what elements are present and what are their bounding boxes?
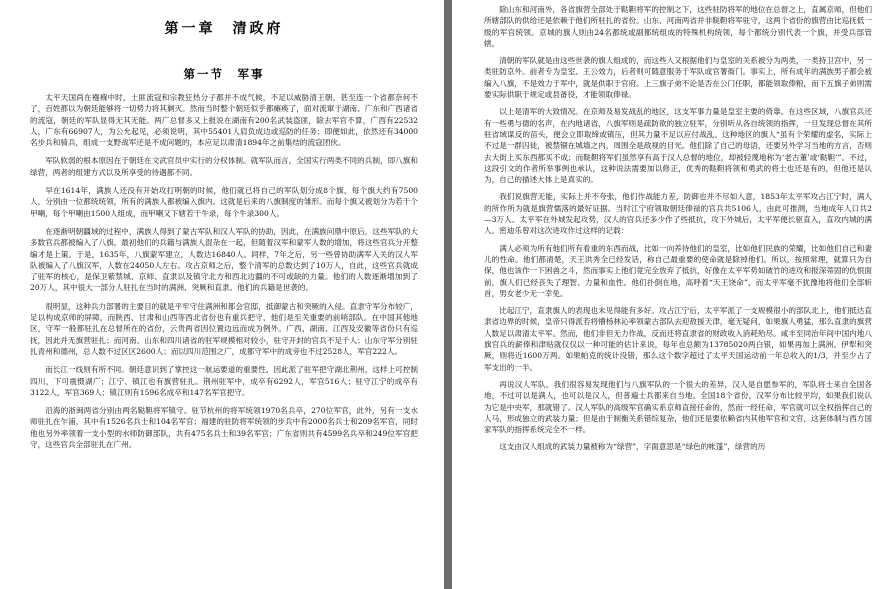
paragraph: 而长江一线则有所不同。朝廷意识到了掌控这一航运要道的重要性，因此派了驻军把守湖北荆州，这样上可控制四川，下可震慑湖广；江宁、镇江也有旗营驻扎。荆州驻军中，成卒有6292人，军官516人；驻守江宁的成卒有3122人，军官369人；镇江则有1596名成卒和147名军官把守。 bbox=[30, 365, 418, 397]
paragraph: 这支由汉人组成的武装力量被称为“绿营”，字面意思是“绿色的帐篷”，绿营的历 bbox=[499, 442, 766, 452]
paragraph: 沿海的浙闽两省分别由两名鞑靼将军镇守。驻节杭州的将军统领1970名兵卒，270位军官，此外，另有一支水师驻扎在乍浦，其中有1526名兵士和104名军官；福建的驻防将军统领的步兵中有2000名兵士和209名军官，同时他也另外率领着一支小型的水师防御部队，共有475名兵士和39名军官；广东省则共有4599名兵卒和249位军官把守，这些官兵全部驻扎在广州。 bbox=[30, 406, 418, 450]
right-page bbox=[452, 0, 896, 589]
paragraph: 再说汉人军队。我们很容易发现他们与八旗军队的一个很大的差异，汉人是自愿参军的，军队将士来自全国各地，不过可以是满人，也可以是汉人，但普遍士兵都来自当地。全国18个省份，汉军分布比较平均，如果我们说认为它是中央军，那就错了。汉人军队的高级军官确实系京师直接任命的，然而一经任命，军官就可以全权指挥自己的人马，形成独立的武装力量；但是由于制衡关系错综复杂，他们还是要依赖省内其他军官和文官，这套体制与西方国家军队的指挥系统完全不一样。 bbox=[484, 379, 872, 435]
paragraph: 比起江宁，直隶旗人的表现也未见得能有多好。攻占江宁后，太平军派了一支规模很小的部队北上，他们抵达直隶省边界的时候，皇帝只得派若将懵杨林沁率领蒙古部队去迎敌援天津，毫无疑问，如果旗人勇猛，那么直隶的旗营人数足以肃清太平军。然而，他们非但无力作战，反而还将直隶省的财政收入消耗殆尽。咸丰至同治年间中国内地八旗官兵的薪俸和津贴就仅仅以一种可能的估计来说，每年也总额为13785020两白银，如果再加上满洲、伊犁和突厥，则将近1600万两。如果帕克的统计没错，那么这个数字超过了太平天国运动前一年总收入的1/3，并至少占了军支出的一半。 bbox=[484, 306, 872, 372]
paragraph: 很明显，这种兵力部署的主要目的就是平牢守住满洲和都会官邸，抵御蒙古和突厥的入侵。直隶守军分布较广，足以构成京师的屏障，而陕西、甘肃和山西等西北省份也有重兵把守，他们是至关重要的前哨部队。在中国其他地区，守军一般都驻扎在总督所在的省份，云贵两省因位置边远而成为例外。广西、湖南、江西及安徽等省份只有巡抚，因此并无旗营驻扎；而河南、山东和四川诸省的驻军规模相对较小，驻守开封的官兵不足千人；山东守军分别驻扎青州和德州，总人数不过区区2600人；而以四川范围之广，成都守军中的成旁也不过2528人，军官222人。 bbox=[30, 301, 418, 356]
paragraph: 太平天国尚在襁褓中时，土匪流寇和宗教狂热分子都并不成气候，不足以威胁清王朝，甚至连一个省都奈何不了，百姓都以为朝廷能够将一切势力将其剿灭。然而当时整个朝廷似乎都瘫痪了，面对流窜于湖南、广东和广西诸省的流寇，朝廷的军队显得无其无能。两广总督多又上报说在湖南有200名武装盗匪，除去军官不算，广西有22532人，广东有66907人，为公允起见，必须说明，其中55401人肩负成边或巡防的任务；即便如此，依然还有34000名步兵和骑兵，组成一支野战军还是不成问题的，本应足以肃清1894年之前集结的流寇团伙。 bbox=[30, 93, 418, 148]
paragraph: 以上是清军的大致情况。在京师及易发战乱的地区，这支军事力量是皇室主要的倚靠。在这些区域，八旗官兵还有一些勇与德的名声，在内地诸省，八旗军则是疏防欲的独立驻军，分别听从各自统领的指挥，一旦发现总督在其所驻省域谋反的苗头，便会立即取缔或镇压，但其力量不足以应付战乱。这种地区的旗人“虽有个荣耀的虚名，实际上不过是一群囚徒，被禁锢在城墙之内，周围全是敌视的目光。他们除了自己的母语，还要另外学习当地的方言，否则去大街上买东西都买不成；而鞑靼将军们虽然享有高于汉人总督的地位，却被轻蔑地称为‘老古董’或‘鞑靼’”。不过，这段引文的作者所举事例也承认，这种说法需要加以修正，优秀的鞑靼将领和勇武的将士也还是有的，但他还是认为，自己的描述大体上是真实的。 bbox=[484, 107, 872, 185]
page-gutter bbox=[444, 0, 452, 589]
section-title: 第一节 军事 bbox=[183, 67, 265, 81]
quote-paragraph: 满人必须为所有他们所有看重的东西而战，比如一向养待他们的皇室，比如他们民族的荣耀，比如他们自己和妻儿的性命。他们都清楚，天王洪秀全已经发话，称自己最重要的使命就是除掉他们。所以，按照常理，就算只为自保，他也该作一下困兽之斗，然而事实上他们竟完全放弃了抵抗，好像在太平军势如破竹的进攻和报深蒂固的仇恨面前，旗人们已经丧失了理智、力量和血性。他们扑倒在地，高呼着“天王饶命”，而太平军毫不犹豫地将他们全部斩首，男女老少无一幸免。 bbox=[484, 243, 872, 298]
paragraph: 清朝的军队就是由这些世袭的旗人组成的，而这些人又根据他们与皇室的关系被分为两类，一类持卫宫中，另一类驻防京外。前者专为皇室、王公效力，后者则可随意服务于军队或官署衙门。事实上，所有成年的满族男子都会被编入八旗，不是效力于军中，就是供职于官府。上三旗子弟不论是否在公门任职，都能领取俸粮，而下五旗子弟则需要实际供职于规定或县备役，才能领取俸禄。 bbox=[484, 56, 872, 100]
left-page bbox=[0, 0, 444, 589]
paragraph: 军队软弱的根本原因在于朝廷在文武官员中实行的分权体制。就军队而言，全国实行两类不同的兵制，即八旗和绿营，两者的组建方式以及所享受的待遇都不同。 bbox=[30, 156, 418, 177]
chapter-title: 第一章 清政府 bbox=[164, 21, 284, 37]
paragraph: 我们说旗营无能，实际上并不夸张，他们作战能力差，防御也并不尽如人意，1853年太平军攻占江宁时，满人的所作所为就是旗营懦落的最好证据。当时江宁府领取朝廷俸禄的官兵共5106人，由此可推测，当地成年人口共2—3万人。太平军在外城发起攻势，汉人的官兵还多少作了些抵抗，攻下外城后，太平军便长驱直入，直攻内城的满人。密迪乐曾对这次进攻作过这样的记载： bbox=[484, 192, 872, 236]
paragraph: 早在1614年，满族人还没有开始攻打明朝的时候，他们就已将自己的军队划分成8个旗，每个旗大约有7500人，分别由一位都统统领，所有的满族人都被编入旗内。这就是后来的八旗制度的雏形。而每个旗又被划分为若干个甲喇，每个甲喇由1500人组成，而甲喇又下辖若干牛录，每个牛录300人。 bbox=[30, 186, 418, 218]
paragraph: 在逐渐明朝疆域的过程中，满族人得到了蒙古军队和汉人军队的协助，因此，在满族问鼎中原后，这些军队的大多数官兵都被编入了八旗。最初他们的兵籍与满族人混杂在一起，但随着汉军和蒙军人数的增加，将这些官兵分开整编才是上策。于是，1635年，八旗蒙军建立，人数达16840人。同样，7年之后，另一些曾协助满军入关的汉人军队被编入了八旗汉军，人数在24050人左右。攻占京师之后，整个清军的总数达到了10万人，自此，这些官兵就成了驻军的核心，是保卫紫禁城、京师、直隶以及镇守北方和西北边疆的不可或缺的力量。他们的人数逐渐增加到了20万人，其中很大一部分人驻扎在当时的满洲、突厥和直隶。他们的兵籍是世袭的。 bbox=[30, 226, 418, 293]
paragraph: 除山东和河南外，各省旗营全部处于鞑靼将军的控制之下，这些驻防将军的地位在总督之上，直属京师，但他们所辖部队的供给还是依赖于他们所驻扎的省份。山东、河南两省并非鞑靼将军驻守，这两个省份的旗营由比巡抚低一级的军官统领。京城的旗人则由24名都统或副都统组成的特殊机构统领，每个都统分别代表一个旗，并受兵部管辖。 bbox=[484, 5, 872, 48]
